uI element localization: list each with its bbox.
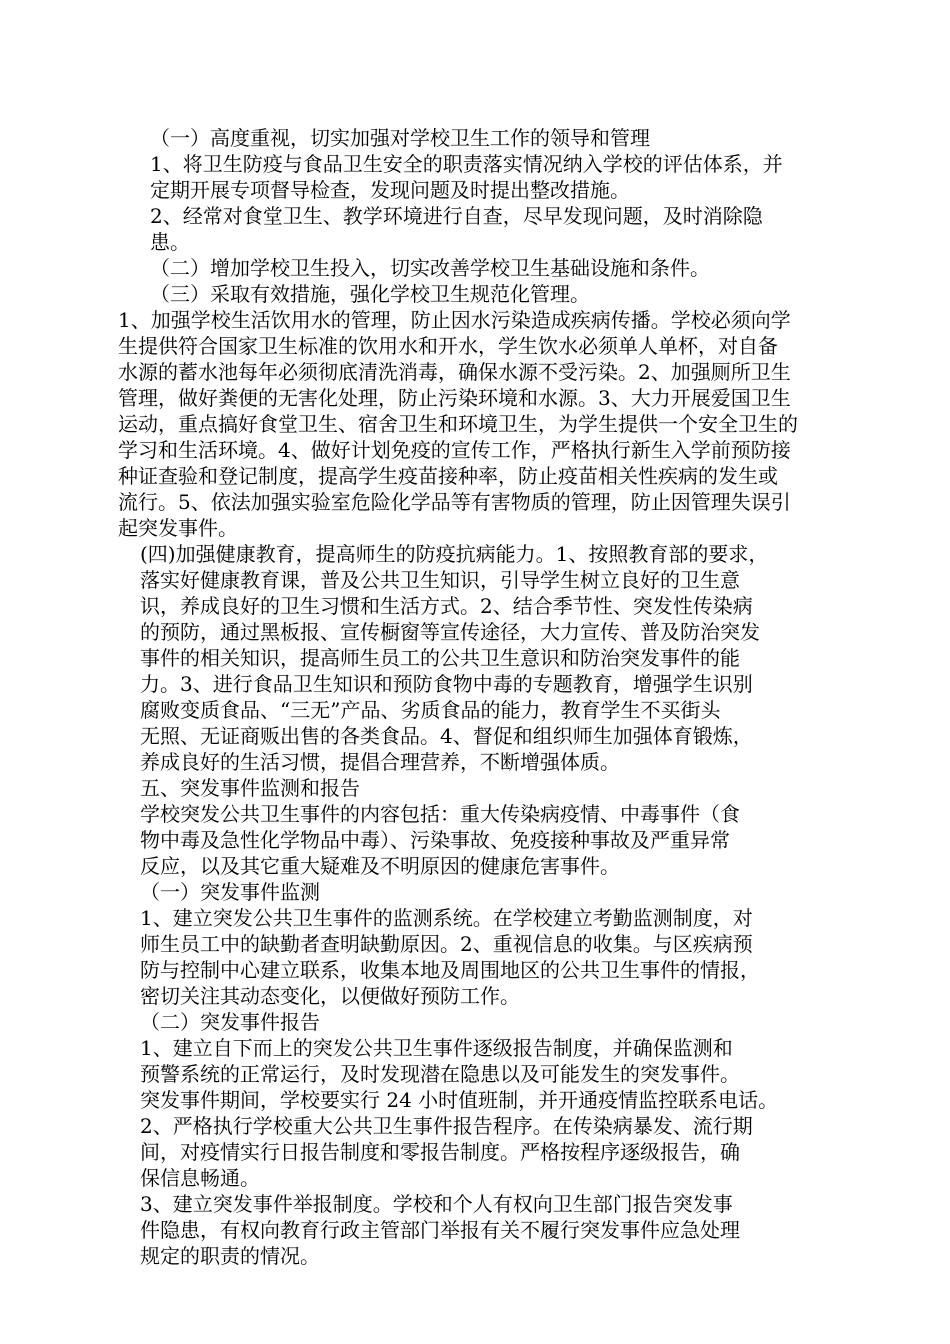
section-heading-monitoring bbox=[140, 879, 320, 905]
section-heading-reporting bbox=[140, 1009, 320, 1035]
text-line: 2、经常对食堂卫生、教学环境进行自查，尽早发现问题，及时消除隐 bbox=[150, 204, 763, 228]
text-line: 流行。5、依法加强实验室危险化学品等有害物质的管理，防止因管理失误引 bbox=[118, 490, 791, 514]
text-line: 无照、无证商贩出售的各类食品。4、督促和组织师生加强体育锻炼， bbox=[140, 724, 753, 748]
paragraph-evaluation bbox=[150, 151, 783, 203]
paragraph-reporting-procedure bbox=[140, 1113, 753, 1191]
text-line: 物中毒及急性化学物品中毒）、污染事故、免疫接种事故及严重异常 bbox=[140, 828, 730, 852]
text-line: 规定的职责的情况。 bbox=[140, 1244, 320, 1268]
text-line: （三）采取有效措施，强化学校卫生规范化管理。 bbox=[150, 282, 590, 306]
text-line: 学习和生活环境。4、做好计划免疫的宣传工作，严格执行新生入学前预防接 bbox=[118, 438, 791, 462]
text-line: （二）增加学校卫生投入，切实改善学校卫生基础设施和条件。 bbox=[150, 256, 710, 280]
text-line: (四)加强健康教育，提高师生的防疫抗病能力。1、按照教育部的要求， bbox=[140, 542, 769, 566]
text-line: 管理，做好粪便的无害化处理，防止污染环境和水源。3、大力开展爱国卫生 bbox=[118, 386, 791, 410]
text-line: 学校突发公共卫生事件的内容包括：重大传染病疫情、中毒事件（食 bbox=[140, 802, 740, 826]
section-heading-measures bbox=[150, 281, 590, 307]
text-line: 力。3、进行食品卫生知识和预防食物中毒的专题教育，增强学生识别 bbox=[140, 672, 753, 696]
paragraph-measures-detail bbox=[118, 307, 798, 541]
text-line: （二）突发事件报告 bbox=[140, 1010, 320, 1034]
paragraph-reporting-system bbox=[140, 1035, 778, 1113]
text-line: 养成良好的生活习惯，提倡合理营养，不断增强体质。 bbox=[140, 750, 620, 774]
text-line: 预警系统的正常运行，及时发现潜在隐患以及可能发生的突发事件。 bbox=[140, 1062, 740, 1086]
text-line: 3、建立突发事件举报制度。学校和个人有权向卫生部门报告突发事 bbox=[140, 1192, 733, 1216]
text-line: 反应，以及其它重大疑难及不明原因的健康危害事件。 bbox=[140, 854, 620, 878]
text-line: 种证查验和登记制度，提高学生疫苗接种率，防止疫苗相关性疾病的发生或 bbox=[118, 464, 778, 488]
text-line: 1、建立突发公共卫生事件的监测系统。在学校建立考勤监测制度，对 bbox=[140, 906, 753, 930]
text-line: 五、突发事件监测和报告 bbox=[140, 776, 360, 800]
text-line: 定期开展专项督导检查，发现问题及时提出整改措施。 bbox=[150, 178, 630, 202]
text-line: 保信息畅通。 bbox=[140, 1166, 260, 1190]
paragraph-whistleblowing bbox=[140, 1191, 740, 1269]
text-line: 1、加强学校生活饮用水的管理，防止因水污染造成疾病传播。学校必须向学 bbox=[118, 308, 791, 332]
text-line: 落实好健康教育课，普及公共卫生知识，引导学生树立良好的卫生意 bbox=[140, 568, 740, 592]
text-line: 件隐患，有权向教育行政主管部门举报有关不履行突发事件应急处理 bbox=[140, 1218, 740, 1242]
text-line: 防与控制中心建立联系，收集本地及周围地区的公共卫生事件的情报， bbox=[140, 958, 760, 982]
text-line: 识，养成良好的卫生习惯和生活方式。2、结合季节性、突发性传染病 bbox=[140, 594, 753, 618]
text-line: 2、严格执行学校重大公共卫生事件报告程序。在传染病暴发、流行期 bbox=[140, 1114, 753, 1138]
text-line: 水源的蓄水池每年必须彻底清洗消毒，确保水源不受污染。2、加强厕所卫生 bbox=[118, 360, 791, 384]
text-line: 起突发事件。 bbox=[118, 516, 238, 540]
text-line: 生提供符合国家卫生标准的饮用水和开水，学生饮水必须单人单杯，对自备 bbox=[118, 334, 778, 358]
section-heading-monitoring-report bbox=[140, 775, 360, 801]
text-line: 师生员工中的缺勤者查明缺勤原因。2、重视信息的收集。与区疾病预 bbox=[140, 932, 753, 956]
text-line: 间，对疫情实行日报告制度和零报告制度。严格按程序逐级报告，确 bbox=[140, 1140, 740, 1164]
text-line: 1、将卫生防疫与食品卫生安全的职责落实情况纳入学校的评估体系，并 bbox=[150, 152, 783, 176]
section-heading-leadership bbox=[150, 125, 650, 151]
text-line: 密切关注其动态变化，以便做好预防工作。 bbox=[140, 984, 520, 1008]
paragraph-event-scope bbox=[140, 801, 740, 879]
text-line: 的预防，通过黑板报、宣传橱窗等宣传途径，大力宣传、普及防治突发 bbox=[140, 620, 760, 644]
text-line: 腐败变质食品、“三无”产品、劣质食品的能力，教育学生不买街头 bbox=[140, 698, 721, 722]
paragraph-self-check bbox=[150, 203, 763, 255]
text-line: （一）高度重视，切实加强对学校卫生工作的领导和管理 bbox=[150, 126, 650, 150]
text-line: 运动，重点搞好食堂卫生、宿舍卫生和环境卫生，为学生提供一个安全卫生的 bbox=[118, 412, 798, 436]
paragraph-monitoring-system bbox=[140, 905, 760, 1009]
text-line: 突发事件期间，学校要实行 24 小时值班制，并开通疫情监控联系电话。 bbox=[140, 1088, 779, 1112]
paragraph-health-education bbox=[140, 541, 768, 775]
text-line: 患。 bbox=[150, 230, 190, 254]
text-line: （一）突发事件监测 bbox=[140, 880, 320, 904]
text-line: 事件的相关知识，提高师生员工的公共卫生意识和防治突发事件的能 bbox=[140, 646, 740, 670]
section-heading-investment bbox=[150, 255, 710, 281]
text-line: 1、建立自下而上的突发公共卫生事件逐级报告制度，并确保监测和 bbox=[140, 1036, 733, 1060]
